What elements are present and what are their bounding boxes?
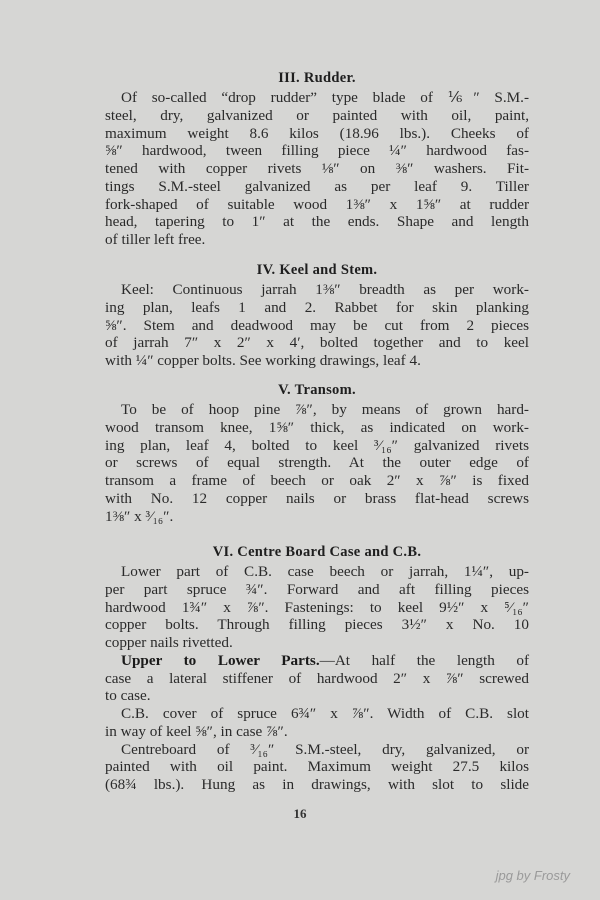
text-line: ⅝″. Stem and deadwood may be cut from 2 pieces: [105, 316, 529, 334]
text-line: fork-shaped of suitable wood 1⅜″ x 1⅝″ at rudder: [105, 195, 529, 213]
text-line: Centreboard of ³⁄₁₆″ S.M.-steel, dry, galvanized, or: [121, 740, 529, 758]
text-line: wood transom knee, 1⅝″ thick, as indicated on work-: [105, 418, 529, 436]
page-number: 16: [293, 806, 307, 821]
text-line: in way of keel ⅝″, in case ⅞″.: [105, 722, 288, 740]
text-line: maximum weight 8.6 kilos (18.96 lbs.). Cheeks of: [105, 124, 529, 142]
section-heading: IV. Keel and Stem.: [256, 262, 378, 278]
section-heading: III. Rudder.: [278, 70, 356, 86]
text-line: steel, dry, galvanized or painted with oil, paint,: [105, 106, 529, 124]
text-line: transom a frame of beech or oak 2″ x ⅞″ is fixed: [105, 472, 529, 489]
text-line: 1⅜″ x ³⁄₁₆″.: [105, 507, 174, 525]
line-text: —At half the length of: [319, 651, 530, 669]
run-in-heading: Upper to Lower Parts.: [121, 651, 320, 669]
section-centre-board: [105, 541, 529, 794]
text-line: head, tapering to 1″ at the ends. Shape and length: [105, 213, 529, 231]
text-line: Keel: Continuous jarrah 1⅜″ breadth as per work-: [121, 281, 529, 298]
section-rudder: [105, 67, 529, 249]
text-line: ⅝″ hardwood, tween filling piece ¼″ hardwood fas-: [105, 142, 529, 160]
text-line: or screws of equal strength. At the outer edge of: [105, 454, 529, 472]
section-transom: [105, 379, 529, 525]
text-line: tened with copper rivets ⅛″ on ⅜″ washers. Fit-: [105, 160, 529, 177]
text-line: hardwood 1¾″ x ⅞″. Fastenings: to keel 9½″ x ⁵⁄₁₆″: [105, 598, 529, 616]
text-line: copper nails rivetted.: [105, 634, 233, 651]
section-keel-and-stem: [105, 259, 529, 370]
text-line: of tiller left free.: [105, 231, 206, 248]
watermark: jpg by Frosty: [495, 868, 570, 883]
text-line: tings S.M.-steel galvanized as per leaf 9. Tiller: [105, 177, 529, 195]
text-line: Lower part of C.B. case beech or jarrah, 1¼″, up-: [121, 563, 529, 580]
text-line: [105, 652, 529, 670]
section-heading: VI. Centre Board Case and C.B.: [212, 544, 422, 560]
text-line: To be of hoop pine ⅞″, by means of grown hard-: [121, 401, 529, 418]
text-line: (68¾ lbs.). Hung as in drawings, with slot to slide: [105, 776, 529, 793]
text-line: case a lateral stiffener of hardwood 2″ x ⅞″ screwed: [105, 669, 529, 687]
text-line: copper bolts. Through filling pieces 3½″ x No. 10: [105, 616, 529, 634]
text-line: painted with oil paint. Maximum weight 27.5 kilos: [105, 758, 529, 776]
text-line: Of so-called “drop rudder” type blade of ⅙″ S.M.-: [121, 89, 529, 106]
text-line: with ¼″ copper bolts. See working drawings, leaf 4.: [105, 352, 421, 369]
text-line: per part spruce ¾″. Forward and aft filling pieces: [105, 580, 529, 598]
text-line: ing plan, leaf 4, bolted to keel ³⁄₁₆″ galvanized rivets: [105, 436, 529, 454]
text-line: ing plan, leafs 1 and 2. Rabbet for skin planking: [105, 298, 529, 316]
text-line: to case.: [105, 687, 151, 705]
text-line: C.B. cover of spruce 6¾″ x ⅞″. Width of C.B. slot: [121, 705, 529, 722]
text-line: of jarrah 7″ x 2″ x 4′, bolted together and to keel: [105, 334, 529, 352]
text-line: with No. 12 copper nails or brass flat-head screws: [105, 489, 529, 507]
section-heading: V. Transom.: [278, 382, 356, 398]
